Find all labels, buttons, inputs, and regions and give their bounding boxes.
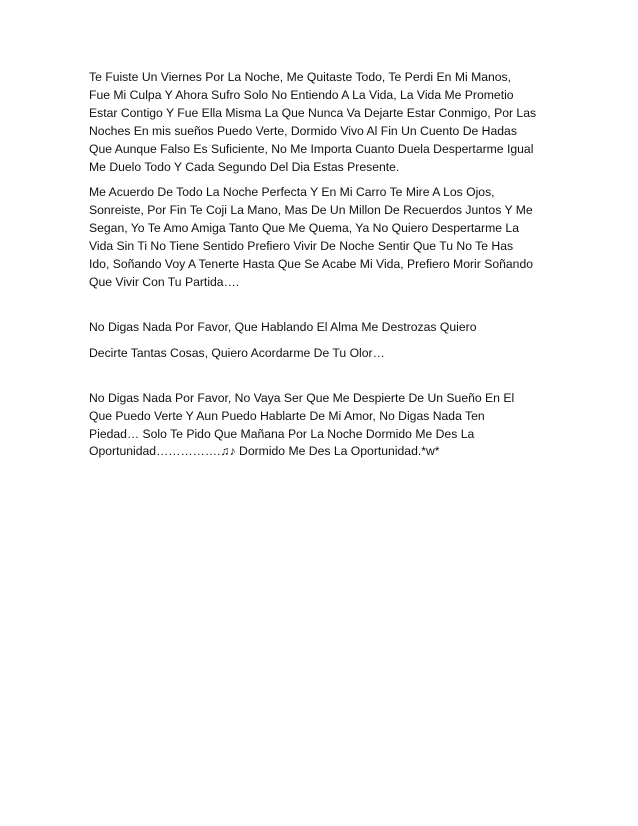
text-line: No Digas Nada Por Favor, Que Hablando El Alma Me Destrozas Quiero: [89, 319, 477, 334]
text-line: Ido, Soñando Voy A Tenerte Hasta Que Se Acabe Mi Vida, Prefiero Morir Soñando: [89, 257, 533, 272]
text-line: Que Puedo Verte Y Aun Puedo Hablarte De Mi Amor, No Digas Nada Ten: [89, 408, 485, 423]
document-body: [89, 69, 554, 461]
text-line: Que Vivir Con Tu Partida….: [89, 274, 240, 289]
text-line: Me Duelo Todo Y Cada Segundo Del Dia Estas Presente.: [89, 159, 400, 174]
text-line: Te Fuiste Un Viernes Por La Noche, Me Quitaste Todo, Te Perdi En Mi Manos,: [89, 70, 512, 84]
text-line: Noches En mis sueños Puedo Verte, Dormido Vivo Al Fin Un Cuento De Hadas: [89, 123, 517, 138]
text-line: Oportunidad…………….♫♪ Dormido Me Des La Oportunidad.*w*: [89, 444, 440, 459]
paragraph-3: [89, 319, 554, 337]
text-line: Piedad… Solo Te Pido Que Mañana Por La Noche Dormido Me Des La: [89, 426, 475, 441]
text-line: Decirte Tantas Cosas, Quiero Acordarme De Tu Olor…: [89, 345, 385, 360]
paragraph-spacer: [89, 363, 554, 390]
paragraph-2: [89, 184, 554, 291]
text-line: Fue Mi Culpa Y Ahora Sufro Solo No Entiendo A La Vida, La Vida Me Prometio: [89, 87, 514, 102]
paragraph-spacer: [89, 337, 554, 345]
paragraph-spacer: [89, 176, 554, 184]
text-line: Sonreiste, Por Fin Te Coji La Mano, Mas De Un Millon De Recuerdos Juntos Y Me: [89, 203, 533, 218]
text-line: Me Acuerdo De Todo La Noche Perfecta Y En Mi Carro Te Mire A Los Ojos,: [89, 185, 495, 200]
paragraph-spacer: [89, 292, 554, 319]
text-line: Segan, Yo Te Amo Amiga Tanto Que Me Quema, Ya No Quiero Despertarme La: [89, 221, 519, 236]
text-line: Vida Sin Ti No Tiene Sentido Prefiero Vivir De Noche Sentir Que Tu No Te Has: [89, 239, 514, 254]
paragraph-4: [89, 345, 554, 363]
paragraph-5: [89, 390, 554, 462]
text-line: Estar Contigo Y Fue Ella Misma La Que Nunca Va Dejarte Estar Conmigo, Por Las: [89, 105, 537, 120]
text-line: No Digas Nada Por Favor, No Vaya Ser Que Me Despierte De Un Sueño En El: [89, 390, 515, 405]
paragraph-1: [89, 69, 554, 176]
text-line: Que Aunque Falso Es Suficiente, No Me Importa Cuanto Duela Despertarme Igual: [89, 141, 534, 156]
